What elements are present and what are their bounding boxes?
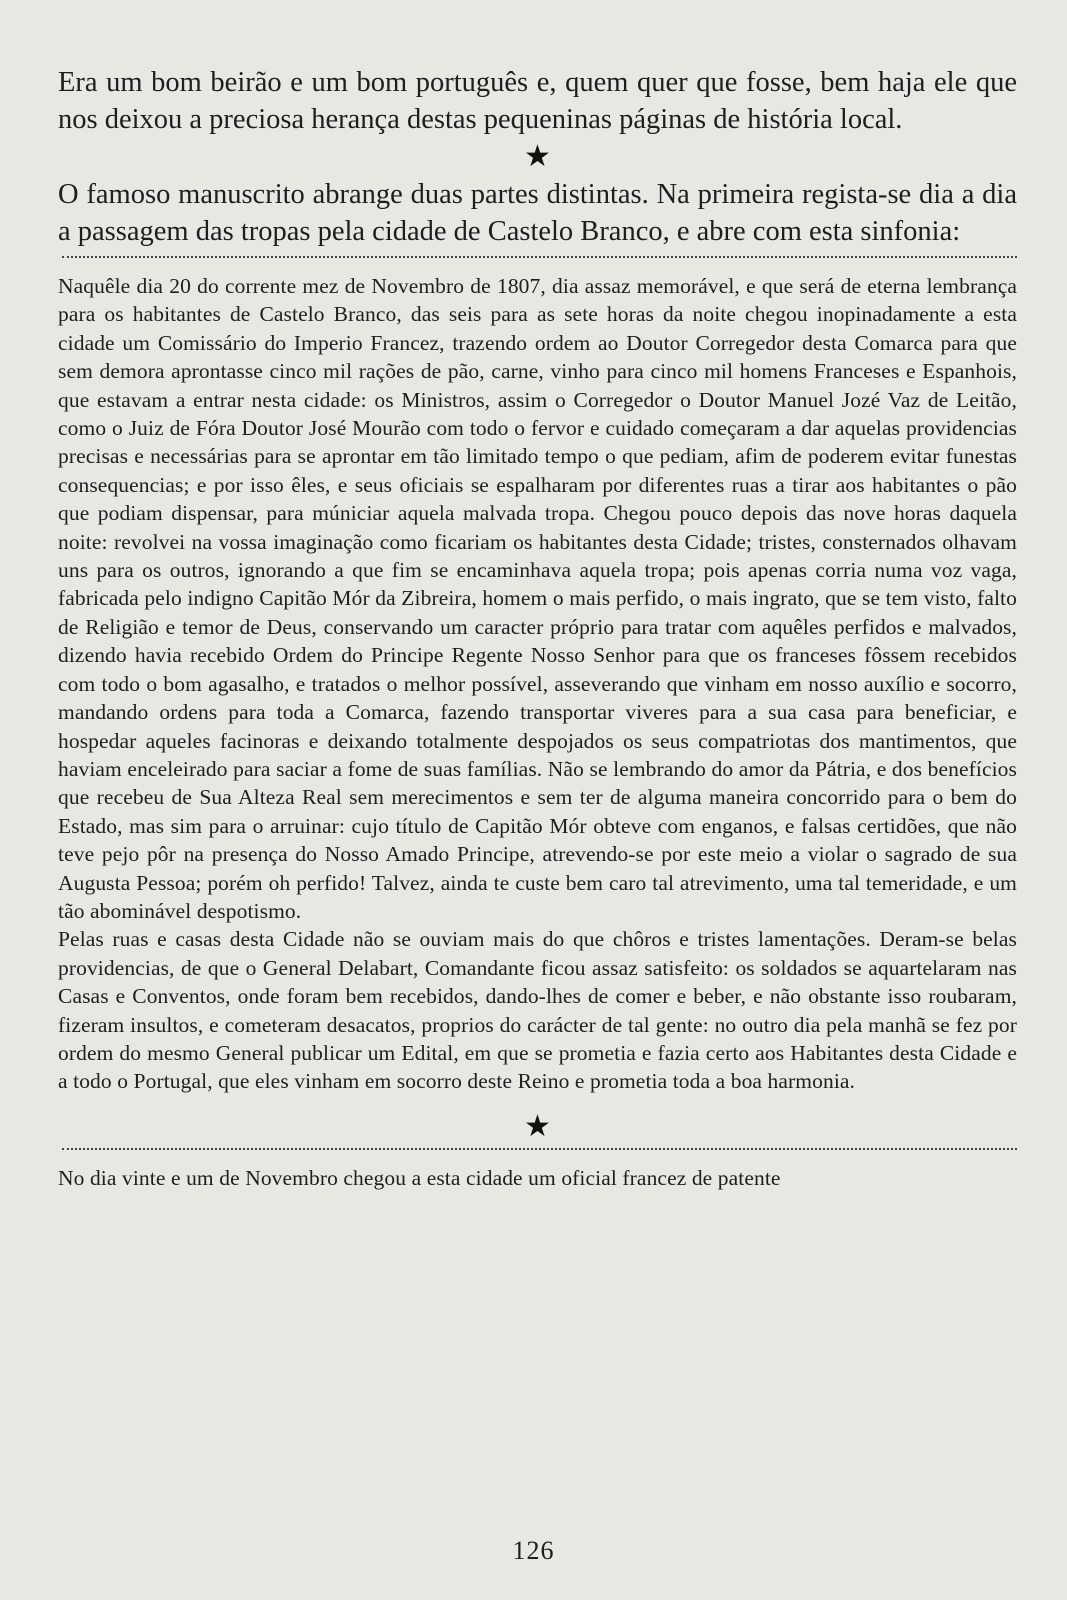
star-separator-icon: ★ [524, 139, 551, 174]
intro-paragraph-2: O famoso manuscrito abrange duas partes distintas. Na primeira regista-se dia a dia a passagem das tropas pela cidade de Castelo Branco, e abre com esta sinfonia: [58, 179, 1017, 247]
quotation-paragraph-3: No dia vinte e um de Novembro chegou a esta cidade um oficial francez de patente [58, 1165, 781, 1190]
quotation-paragraph-2: Pelas ruas e casas desta Cidade não se ouviam mais do que chôros e tristes lamentações. Deram-se belas providencias, de que o General Delabart, Comandante ficou assaz satisfeito: os soldados se aquartelaram nas Casas e Conventos, onde foram bem recebidos, dando-lhes de comer e beber, e não obstante isso roubaram, fizeram insultos, e cometeram desacatos, proprios do carácter de tal gente: no outro dia pela manhã se fez por ordem do mesmo General publicar um Edital, em que se prometia e fazia certo aos Habitantes desta Cidade e a todo o Portugal, que eles vinham em socorro deste Reino e prometia toda a boa harmonia. [58, 927, 1017, 1094]
quotation-paragraph-1: Naquêle dia 20 do corrente mez de Novembro de 1807, dia assaz memorável, e que será de eterna lembrança para os habitantes de Castelo Branco, das seis para as sete horas da noite chegou inopinadamente a esta cidade um Comissário do Imperio Francez, trazendo ordem ao Doutor Corregedor desta Comarca para que sem demora aprontasse cinco mil rações de pão, carne, vinho para cinco mil homens Franceses e Espanhois, que estavam a entrar nesta cidade: os Ministros, assim o Corregedor o Doutor Manuel Jozé Vaz de Leitão, como o Juiz de Fóra Doutor José Mourão com todo o fervor e cuidado começaram a dar aquelas providencias precisas e necessárias para se aprontar em tão limitado tempo o que pediam, afim de poderem evitar funestas consequencias; e por isso êles, e seus oficiais se espalharam por diferentes ruas a tirar aos habitantes o pão que podiam dispensar, para múniciar aquela malvada tropa. Chegou pouco depois das nove horas daquela noite: revolvei na vossa imaginação como ficariam os habitantes desta Cidade; tristes, consternados olhavam uns para os outros, ignorando a que fim se encaminhava aquela tropa; pois apenas corria numa voz vaga, fabricada pelo indigno Capitão Mór da Zibreira, homem o mais perfido, o mais ingrato, que se tem visto, falto de Religião e temor de Deus, conservando um caracter próprio para tratar com aquêles perfidos e malvados, dizendo havia recebido Ordem do Principe Regente Nosso Senhor para que os franceses fôssem recebidos com todo o bom agasalho, e tratados o melhor possível, asseverando que vinham em nosso auxílio e socorro, mandando ordens para toda a Comarca, fazendo transportar viveres para a sua casa para beneficiar, e hospedar aqueles facinoras e deixando totalmente despojados os seus compatriotas dos mantimentos, que haviam enceleirado para saciar a fome de suas famílias. Não se lembrando do amor da Pátria, e dos benefícios que recebeu de Sua Alteza Real sem merecimentos e sem ter de alguma maneira concorrido para o bem do Estado, mas sim para o arruinar: cujo título de Capitão Mór obteve com enganos, e falsas certidões, que não teve pejo pôr na presença do Nosso Amado Principe, atrevendo-se por este meio a violar o sagrado de sua Augusta Pessoa; porém oh perfido! Talvez, ainda te custe bem caro tal atrevimento, uma tal temeridade, e um tão abominável despotismo. [58, 274, 1017, 923]
star-separator-icon: ★ [524, 1108, 551, 1144]
dotted-divider [62, 256, 1017, 258]
intro-paragraph-1: Era um bom beirão e um bom português e, quem quer que fosse, bem haja ele que nos deixou a preciosa herança destas pequeninas páginas de história local. [58, 67, 1017, 135]
dotted-divider [62, 1148, 1017, 1150]
page-number: 126 [512, 1536, 555, 1565]
